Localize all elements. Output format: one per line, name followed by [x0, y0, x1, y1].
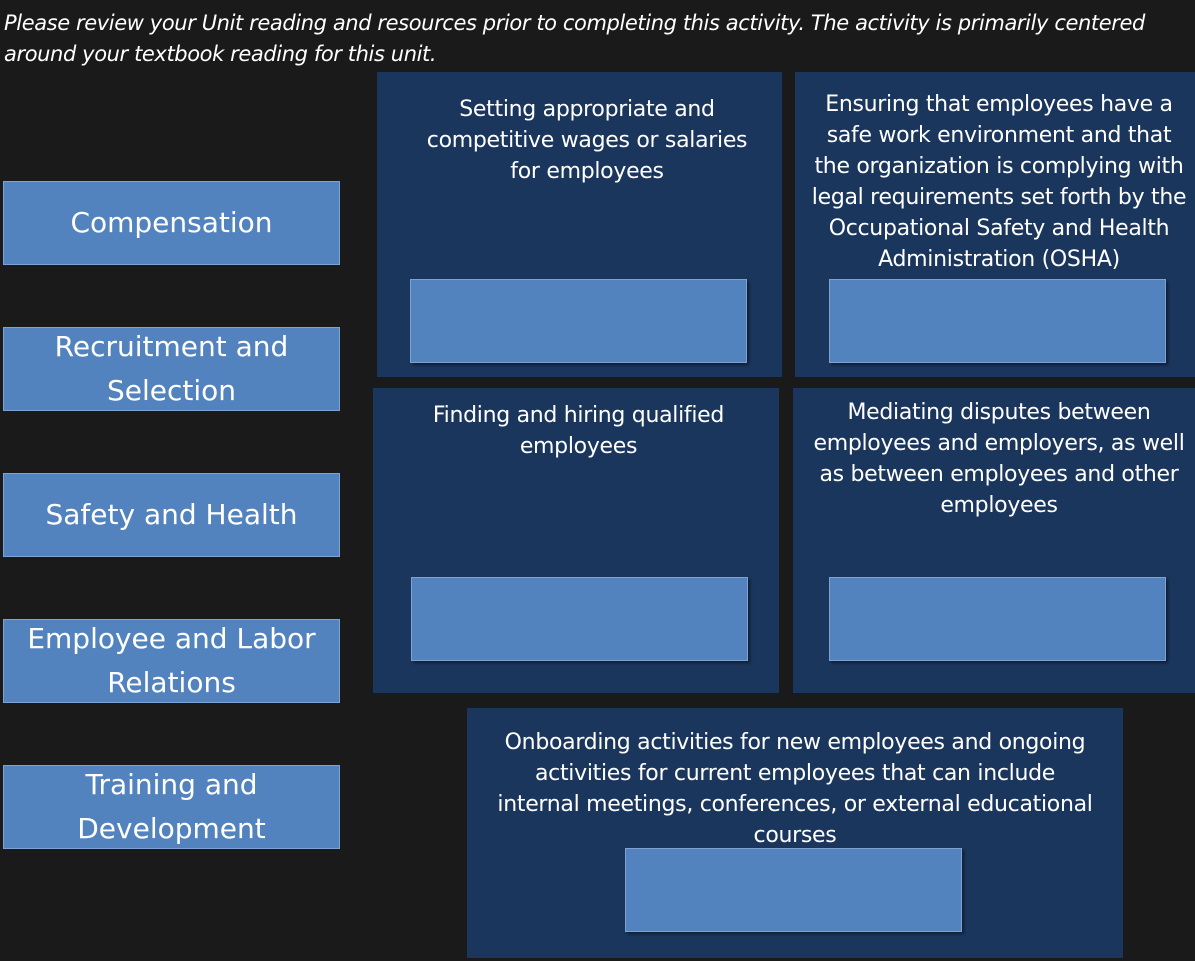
card-description: Mediating disputes between employees and employers, as well as between employees and other employees — [813, 400, 1185, 518]
drag-item-label: Recruitment and Selection — [54, 330, 289, 407]
description-card — [467, 708, 1123, 958]
description-card — [793, 388, 1195, 693]
description-card — [795, 72, 1195, 377]
drag-item-training-and-development[interactable] — [3, 765, 340, 849]
drop-zone[interactable] — [829, 577, 1166, 661]
drag-item-employee-and-labor-relations[interactable] — [3, 619, 340, 703]
drop-zone[interactable] — [829, 279, 1166, 363]
instructions-text: Please review your Unit reading and resources prior to completing this activity. The activity is primarily centered around your textbook reading for this unit. — [4, 11, 1145, 66]
drag-item-compensation[interactable] — [3, 181, 340, 265]
drag-item-safety-and-health[interactable] — [3, 473, 340, 557]
drag-item-label: Compensation — [70, 206, 273, 239]
card-description: Onboarding activities for new employees and ongoing activities for current employees that can include internal meetings, conferences, or external educational courses — [497, 730, 1093, 848]
drop-zone[interactable] — [625, 848, 962, 932]
drop-zone[interactable] — [411, 577, 748, 661]
card-description: Ensuring that employees have a safe work environment and that the organization is complying with legal requirements set forth by the Occupational Safety and Health Administration (OSHA) — [811, 92, 1187, 272]
drag-item-label: Employee and Labor Relations — [27, 622, 316, 699]
drag-item-label: Training and Development — [77, 768, 266, 845]
drop-zone[interactable] — [410, 279, 747, 363]
drag-item-recruitment-and-selection[interactable] — [3, 327, 340, 411]
card-description: Setting appropriate and competitive wages or salaries for employees — [426, 97, 748, 184]
drag-item-label: Safety and Health — [45, 498, 298, 531]
card-description: Finding and hiring qualified employees — [432, 403, 725, 459]
description-card — [377, 72, 782, 377]
description-card — [373, 388, 779, 693]
